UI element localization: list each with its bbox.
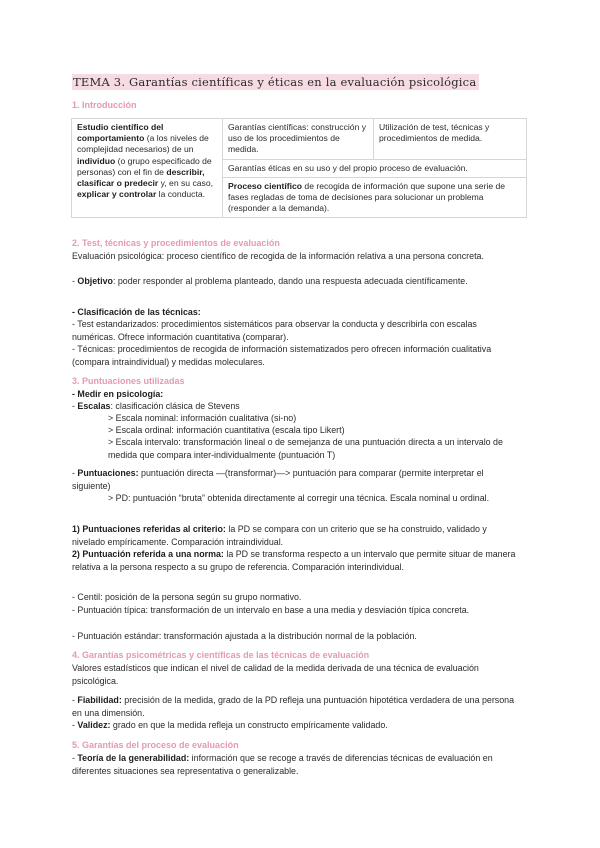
table-cell-proceso-cientifico — [223, 177, 527, 218]
paragraph — [72, 548, 522, 573]
bold-text: Teoría de la generabilidad: — [77, 753, 190, 763]
bold-text: individuo — [77, 155, 116, 166]
section-heading-test-tecnicas: 2. Test, técnicas y procedimientos de evaluación — [72, 238, 280, 248]
bold-text: Validez: — [77, 720, 111, 730]
paragraph — [72, 388, 522, 401]
table-cell-utilizacion: Utilización de test, técnicas y procedimientos de medida. — [374, 119, 527, 160]
bold-text: Fiabilidad: — [77, 695, 122, 705]
paragraph — [72, 275, 522, 288]
cell-text: y, en su caso, — [158, 178, 213, 189]
bold-text: - Medir en psicología: — [72, 389, 164, 399]
text: : clasificación clásica de Stevens — [110, 401, 240, 411]
paragraph: - Test estandarizados: procedimientos sistemáticos para observar la conducta y describirla con escalas numéricas. Ofrece información cuantitativa (comparar). — [72, 319, 477, 342]
text: - — [72, 401, 78, 411]
paragraph: - Puntuación estándar: transformación ajustada a la distribución normal de la población. — [72, 631, 417, 641]
text: - — [72, 695, 78, 705]
table-cell-definition — [72, 119, 223, 218]
paragraph: Evaluación psicológica: proceso científico de recogida de la información relativa a una persona concreta. — [72, 251, 484, 261]
bold-text: Escalas — [77, 401, 111, 411]
list-item: > Escala intervalo: transformación lineal o de semejanza de una puntuación directa a un intervalo de medida que compara inter-individualmente (puntuación T) — [108, 437, 503, 460]
page-title: TEMA 3. Garantías científicas y éticas en la evaluación psicológica — [72, 74, 479, 90]
text: : poder responder al problema planteado, dando una respuesta adecuada científicamente. — [112, 276, 468, 286]
bold-text: 1) Puntuaciones referidas al criterio: — [72, 524, 226, 534]
paragraph: - Técnicas: procedimientos de recogida de información sistematizados pero ofrecen información cualitativa (compara intraindividual) y medidas moleculares. — [72, 344, 492, 367]
bold-text: Proceso científico — [228, 180, 303, 191]
intro-table — [71, 118, 527, 218]
paragraph: - Puntuación típica: transformación de un intervalo en base a una media y desviación típica concreta. — [72, 605, 470, 615]
text: - — [72, 753, 78, 763]
paragraph: - Centil: posición de la persona según su grupo normativo. — [72, 592, 302, 602]
bold-text: Puntuaciones: — [77, 468, 139, 478]
paragraph — [72, 306, 522, 319]
bold-text: explicar y controlar — [77, 189, 157, 200]
text: - — [72, 468, 78, 478]
paragraph — [72, 719, 522, 732]
bold-text: Estudio científico del comportamiento — [77, 122, 164, 144]
paragraph — [72, 467, 522, 492]
section-heading-proceso: 5. Garantías del proceso de evaluación — [72, 740, 239, 750]
paragraph — [72, 752, 522, 777]
list-item: > Escala ordinal: información cuantitativa (escala tipo Likert) — [108, 425, 345, 435]
section-heading-introduccion: 1. Introducción — [72, 100, 137, 110]
text: la PD se transforma respecto a un intervalo que permite situar de manera relativa a la persona respecto a su grupo de referencia. Comparación interindividual. — [72, 549, 516, 572]
text: - — [72, 720, 78, 730]
paragraph — [72, 523, 522, 548]
cell-text: la conducta. — [156, 189, 206, 200]
bold-text: - Clasificación de las técnicas: — [72, 307, 201, 317]
bold-text: describir, clasificar o predecir — [77, 166, 205, 189]
paragraph: Valores estadísticos que indican el nivel de calidad de la medida derivada de una técnica de evaluación psicológica. — [72, 663, 479, 686]
list-item: > Escala nominal: información cualitativa (si-no) — [108, 413, 297, 423]
table-cell-garantias-cientificas: Garantías científicas: construcción y uso de los procedimientos de medida. — [223, 119, 374, 160]
text: - — [72, 276, 78, 286]
table-cell-garantias-eticas: Garantías éticas en su uso y del propio proceso de evaluación. — [223, 159, 527, 177]
text: precisión de la medida, grado de la PD refleja una puntuación hipotética verdadera de una persona en una dimensión. — [72, 695, 515, 718]
text: grado en que la medida refleja un constructo empíricamente validado. — [110, 720, 388, 730]
list-item: > PD: puntuación “bruta” obtenida directamente al corregir una técnica. Escala nominal u ordinal. — [108, 493, 490, 503]
text: puntuación directa —(transformar)—> puntuación para comparar (permite interpretar el siguiente) — [72, 468, 484, 491]
bold-text: 2) Puntuación referida a una norma: — [72, 549, 224, 559]
text: la PD se compara con un criterio que se ha construido, validado y nivelado empíricamente. Comparación intraindividual. — [72, 524, 487, 547]
paragraph — [72, 400, 522, 413]
section-heading-garantias-psicometricas: 4. Garantías psicométricas y científicas de las técnicas de evaluación — [72, 650, 370, 660]
bold-text: Objetivo — [77, 276, 113, 286]
paragraph — [72, 694, 522, 719]
text: información que se recoge a través de diferencias técnicas de evaluación en diferentes situaciones sea representativa o generalizable. — [72, 753, 493, 776]
cell-text: (o grupo especificado de personas) con el fin de — [77, 155, 212, 177]
cell-text: de recogida de información que supone una serie de fases regladas de toma de decisiones para solucionar un problema (responder a la demanda). — [228, 180, 506, 214]
section-heading-puntuaciones: 3. Puntuaciones utilizadas — [72, 376, 185, 386]
cell-text: (a los niveles de complejidad necesarios) de un — [77, 133, 209, 155]
